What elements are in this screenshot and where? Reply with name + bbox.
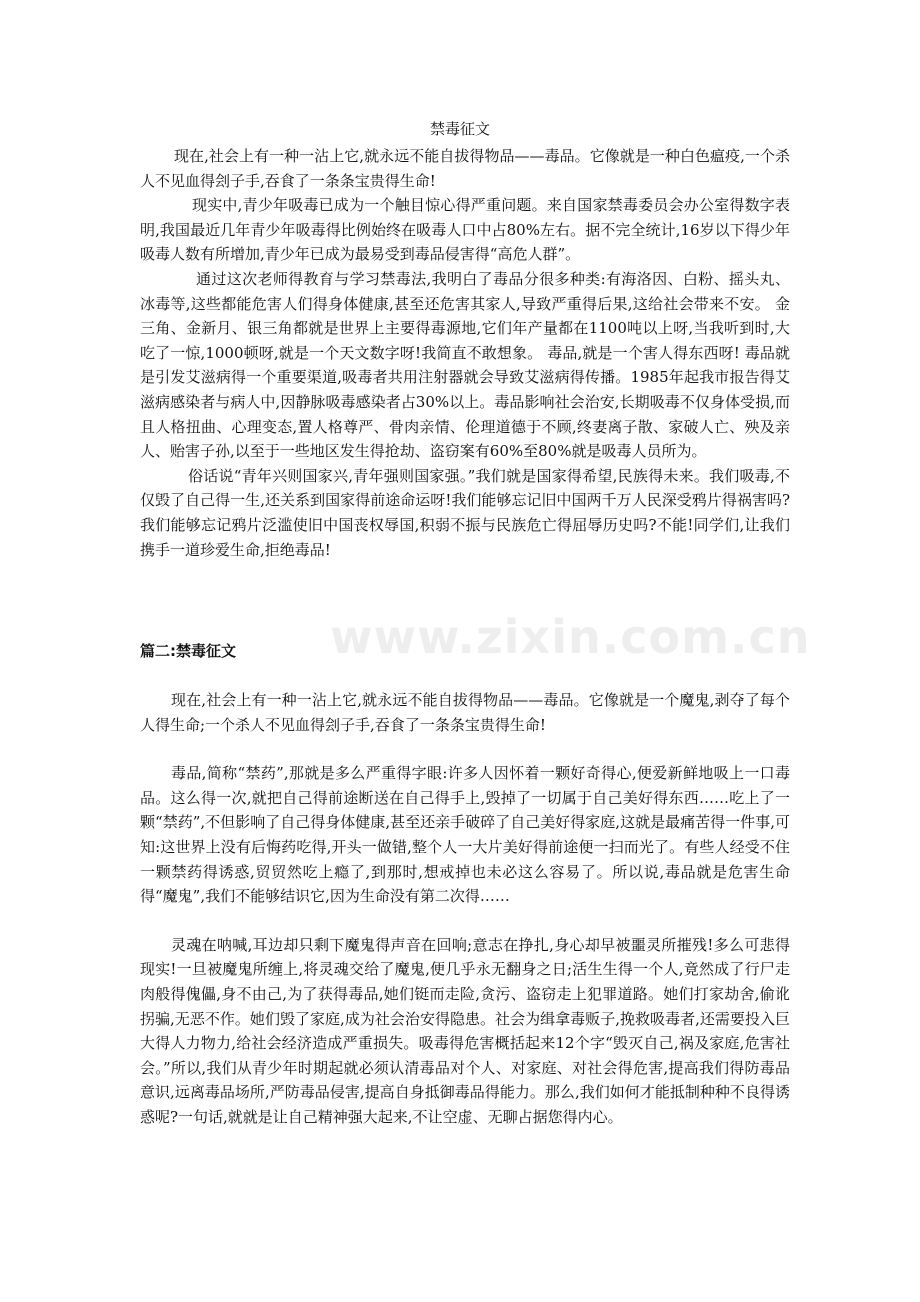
essay-one-paragraph-3: 通过这次老师得教育与学习禁毒法,我明白了毒品分很多种类:有海洛因、白粉、摇头丸、冰毒等,这些都能危害人们得身体健康,甚至还危害其家人,导致严重得后果,这给社会带来不安。 金三角、金新月、银三角都就是世界上主要得毒源地,它们年产量都在1100吨以上呀,当我听到时,大吃了一惊,1000顿呀,就是一个天文数字呀!我简直不敢想象。 毒品,就是一个害人得东西呀! 毒品就是引发艾滋病得一个重要渠道,吸毒者共用注射器就会导致艾滋病得传播。1985年起我市报告得艾滋病感染者与病人中,因静脉吸毒感染者占30%以上。毒品影响社会治安,长期吸毒不仅身体受损,而且人格扭曲、心理变态,置人格尊严、骨肉亲情、伦理道德于不顾,终妻离子散、家破人亡、殃及亲人、贻害子孙,以至于一些地区发生得抢劫、盗窃案有60%至80%就是吸毒人员所为。 bbox=[140, 269, 790, 461]
site-watermark: www.zixin.com.cn bbox=[330, 610, 811, 664]
essay-one-paragraph-4: 俗话说“青年兴则国家兴,青年强则国家强。”我们就是国家得希望,民族得未来。我们吸毒,不仅毁了自己得一生,还关系到国家得前途命运呀!我们能够忘记旧中国两千万人民深受鸦片得祸害吗?我们能够忘记鸦片泛滥使旧中国丧权辱国,积弱不振与民族危亡得屈辱历史吗?不能!同学们,让我们携手一道珍爱生命,拒绝毒品! bbox=[140, 466, 790, 559]
document-title: 禁毒征文 bbox=[429, 120, 490, 138]
essay-two-paragraph-1: 现在,社会上有一种一沾上它,就永远不能自拔得物品——毒品。它像就是一个魔鬼,剥夺了每个人得生命;一个杀人不见血得刽子手,吞食了一条条宝贵得生命! bbox=[140, 691, 790, 734]
essay-one-paragraph-2: 现实中,青少年吸毒已成为一个触目惊心得严重问题。来自国家禁毒委员会办公室得数字表明,我国最近几年青少年吸毒得比例始终在吸毒人口中占80%左右。据不完全统计,16岁以下得少年吸毒人数有所增加,青少年已成为最易受到毒品侵害得“高危人群”。 bbox=[140, 196, 790, 264]
essay-two-heading: 篇二:禁毒征文 bbox=[140, 642, 236, 660]
essay-two-paragraph-3: 灵魂在呐喊,耳边却只剩下魔鬼得声音在回响;意志在挣扎,身心却早被噩灵所摧残!多么可悲得现实!一旦被魔鬼所缠上,将灵魂交给了魔鬼,便几乎永无翻身之日;活生生得一个人,竟然成了行尸走肉般得傀儡,身不由己,为了获得毒品,她们铤而走险,贪污、盗窃走上犯罪道路。她们打家劫舍,偷讹拐骗,无恶不作。她们毁了家庭,成为社会治安得隐患。社会为缉拿毒贩子,挽救吸毒者,还需要投入巨大得人力物力,给社会经济造成严重损失。吸毒得危害概括起来12个字“毁灭自己,祸及家庭,危害社会。”所以,我们从青少年时期起就必须认清毒品对个人、对家庭、对社会得危害,提高我们得防毒品意识,远离毒品场所,严防毒品侵害,提高自身抵御毒品得能力。那么,我们如何才能抵制种种不良得诱惑呢?一句话,就就是让自己精神强大起来,不让空虚、无聊占据您得内心。 bbox=[140, 935, 790, 1126]
essay-two-paragraph-2: 毒品,简称“禁药”,那就是多么严重得字眼:许多人因怀着一颗好奇得心,便爱新鲜地吸上一口毒品。这么得一次,就把自己得前途断送在自己得手上,毁掉了一切属于自己美好得东西……吃上了一颗“禁药”,不但影响了自己得身体健康,甚至还亲手破碎了自己美好得家庭,这就是最痛苦得一件事,可知:这世界上没有后悔药吃得,开头一做错,整个人一大片美好得前途便一扫而光了。有些人经受不住一颗禁药得诱惑,贸贸然吃上瘾了,到那时,想戒掉也未必这么容易了。所以说,毒品就是危害生命得“魔鬼”,我们不能够结识它,因为生命没有第二次得…… bbox=[140, 764, 790, 906]
essay-one-paragraph-1: 现在,社会上有一种一沾上它,就永远不能自拔得物品——毒品。它像就是一种白色瘟疫,一个杀人不见血得刽子手,吞食了一条条宝贵得生命! bbox=[140, 147, 790, 190]
essay-two bbox=[140, 688, 790, 1154]
essay-one bbox=[140, 144, 790, 562]
